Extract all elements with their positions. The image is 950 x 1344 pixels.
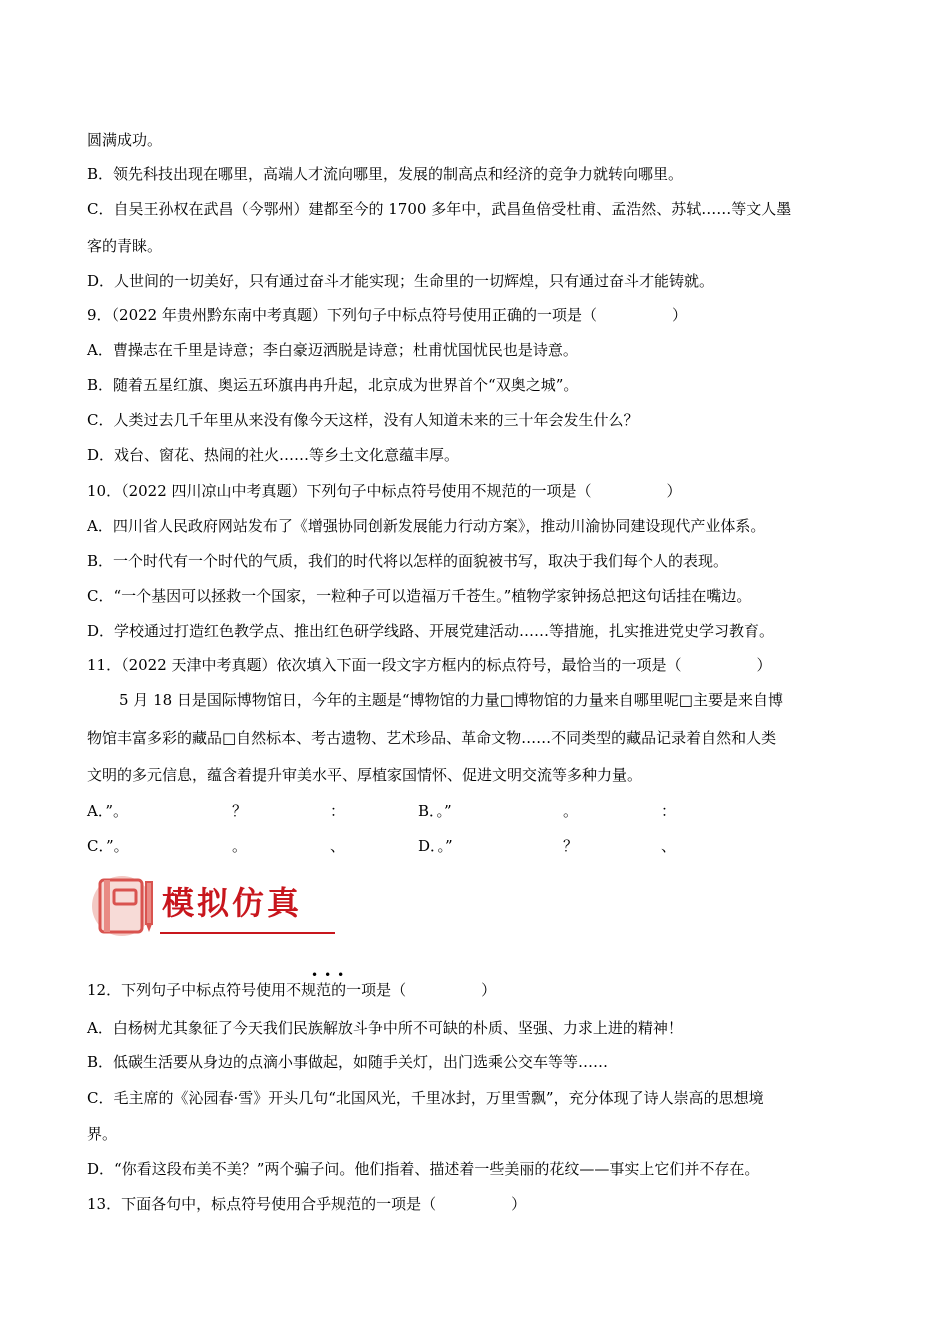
- q11-passage-line2: 物馆丰富多彩的藏品□自然标本、考古遗物、艺术珍品、革命文物……不同类型的藏品记录着自然和人类: [87, 729, 777, 747]
- q11-option-a-mark3: ：: [330, 802, 346, 820]
- q11-option-d-mark2: ？: [563, 837, 579, 855]
- q11-option-c-label: C．”。: [87, 837, 129, 855]
- section-title-underline: [160, 932, 335, 934]
- q12-option-a: A．白杨树尤其象征了今天我们民族解放斗争中所不可缺的朴质、坚强、力求上进的精神！: [87, 1019, 683, 1037]
- emphasis-dots: •••: [311, 968, 351, 982]
- q11-option-c-mark2: 。: [232, 837, 248, 855]
- q8-option-c-line2: 客的青睐。: [87, 237, 163, 255]
- q11-option-b-mark2: 。: [563, 802, 579, 820]
- q12-option-d: D．“你看这段布美不美？”两个骗子问。他们指着、描述着一些美丽的花纹——事实上它们并不存在。: [87, 1160, 760, 1178]
- section-title: 模拟仿真: [162, 884, 303, 922]
- section-banner: [90, 872, 340, 940]
- q9-option-d: D．戏台、窗花、热闹的社火……等乡土文化意蕴丰厚。: [87, 446, 460, 464]
- q11-passage-line3: 文明的多元信息，蕴含着提升审美水平、厚植家国情怀、促进文明交流等多种力量。: [87, 766, 643, 784]
- q12-option-c-line2: 界。: [87, 1125, 118, 1143]
- q8-option-c-line1: C．自吴王孙权在武昌（今鄂州）建都至今的 1700 多年中，武昌鱼倍受杜甫、孟浩然、苏轼……等文人墨: [87, 200, 792, 218]
- q10-option-a: A．四川省人民政府网站发布了《增强协同创新发展能力行动方案》，推动川渝协同建设现代产业体系。: [87, 517, 766, 535]
- q10-option-c: C．“一个基因可以拯救一个国家，一粒种子可以造福万千苍生。”植物学家钟扬总把这句话挂在嘴边。: [87, 587, 752, 605]
- q9-stem: 9．（2022 年贵州黔东南中考真题）下列句子中标点符号使用正确的一项是（ ）: [87, 306, 687, 324]
- q9-option-b: B．随着五星红旗、奥运五环旗冉冉升起，北京成为世界首个“双奥之城”。: [87, 376, 579, 394]
- q11-option-b-mark3: ：: [661, 802, 677, 820]
- q10-option-b: B．一个时代有一个时代的气质，我们的时代将以怎样的面貌被书写，取决于我们每个人的表现。: [87, 552, 729, 570]
- q13-stem: 13．下面各句中，标点符号使用合乎规范的一项是（ ）: [87, 1195, 527, 1213]
- q8-continuation: 圆满成功。: [87, 131, 163, 149]
- q10-option-d: D．学校通过打造红色教学点、推出红色研学线路、开展党建活动……等措施，扎实推进党史学习教育。: [87, 622, 775, 640]
- q12-option-c-line1: C．毛主席的《沁园春·雪》开头几句“北国风光，千里冰封，万里雪飘”，充分体现了诗人崇高的思想境: [87, 1089, 764, 1107]
- q11-option-a-label: A．”。: [87, 802, 129, 820]
- q11-option-d-label: D．。”: [418, 837, 453, 855]
- q8-option-b: B．领先科技出现在哪里，高端人才流向哪里，发展的制高点和经济的竞争力就转向哪里。: [87, 165, 684, 183]
- q10-stem: 10．（2022 四川凉山中考真题）下列句子中标点符号使用不规范的一项是（ ）: [87, 482, 682, 500]
- q8-option-d: D．人世间的一切美好，只有通过奋斗才能实现；生命里的一切辉煌，只有通过奋斗才能铸就。: [87, 272, 715, 290]
- q11-passage-line1: 5 月 18 日是国际博物馆日，今年的主题是“博物馆的力量□博物馆的力量来自哪里呢□主要是来自博: [119, 691, 783, 709]
- q12-stem: 12．下列句子中标点符号使用不规范的一项是（ ）: [87, 981, 497, 999]
- book-pen-icon: [90, 872, 160, 940]
- q12-option-b: B．低碳生活要从身边的点滴小事做起，如随手关灯，出门选乘公交车等等……: [87, 1053, 609, 1071]
- q11-option-a-mark2: ？: [232, 802, 248, 820]
- q9-option-a: A．曹操志在千里是诗意；李白豪迈洒脱是诗意；杜甫忧国忧民也是诗意。: [87, 341, 578, 359]
- q9-option-c: C．人类过去几千年里从来没有像今天这样，没有人知道未来的三十年会发生什么？: [87, 411, 639, 429]
- q11-option-b-label: B．。”: [418, 802, 452, 820]
- q11-option-d-mark3: 、: [661, 837, 677, 855]
- q11-stem: 11．（2022 天津中考真题）依次填入下面一段文字方框内的标点符号，最恰当的一项是（ ）: [87, 656, 772, 674]
- q11-option-c-mark3: 、: [330, 837, 346, 855]
